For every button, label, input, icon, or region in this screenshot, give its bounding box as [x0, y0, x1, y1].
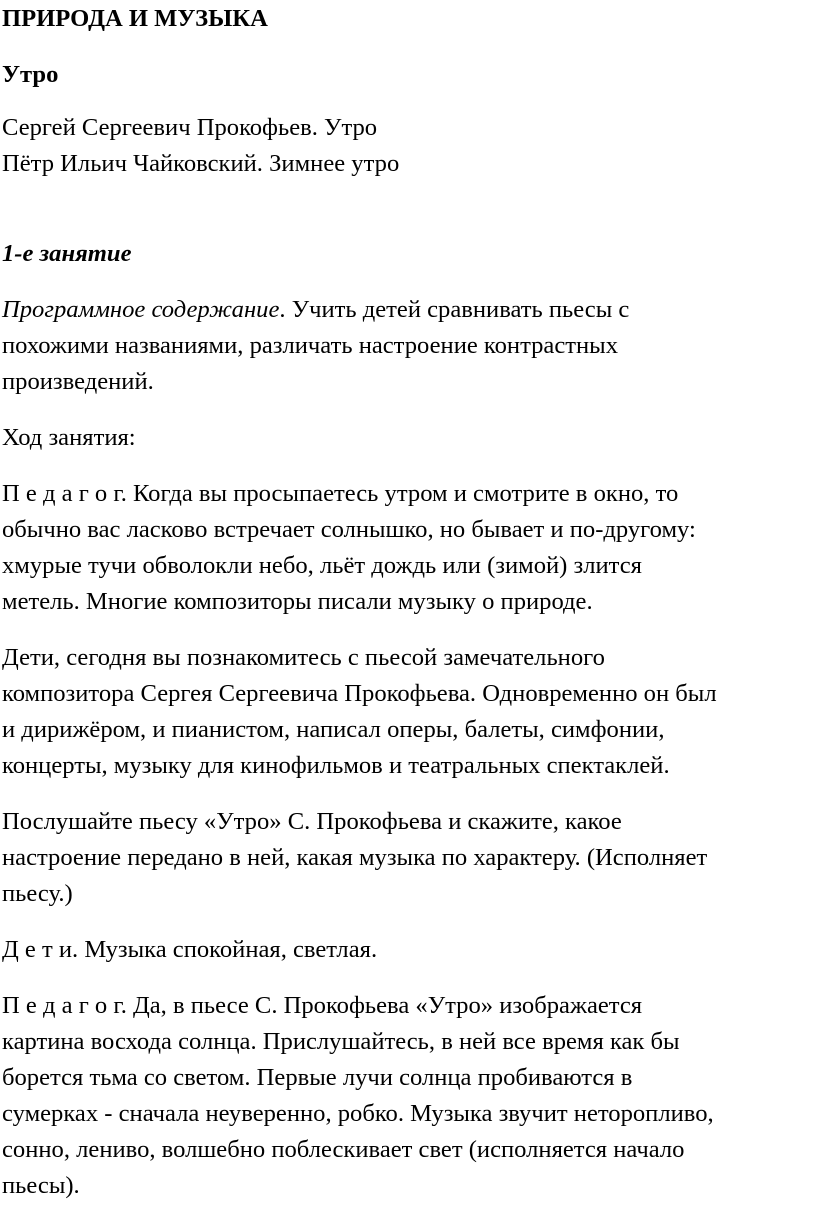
- paragraph-line: пьесу.): [2, 880, 73, 907]
- paragraph-line: пьесы).: [2, 1172, 80, 1199]
- paragraph-line: настроение передано в ней, какая музыка по характеру. (Исполняет: [2, 844, 708, 871]
- paragraph-line: композитора Сергея Сергеевича Прокофьева. Одновременно он был: [2, 680, 717, 707]
- work-item: Пётр Ильич Чайковский. Зимнее утро: [2, 150, 400, 177]
- document-title: ПРИРОДА И МУЗЫКА: [2, 5, 268, 32]
- paragraph-line: картина восхода солнца. Прислушайтесь, в ней все время как бы: [2, 1028, 680, 1055]
- speaker-label: Д е т и.: [2, 936, 79, 963]
- work-item: Сергей Сергеевич Прокофьев. Утро: [2, 114, 378, 141]
- paragraph-line: Дети, сегодня вы познакомитесь с пьесой замечательного: [2, 644, 605, 671]
- paragraph-line: [2, 988, 642, 1024]
- paragraph-text: Когда вы просыпаетесь утром и смотрите в окно, то: [126, 480, 679, 507]
- paragraph-line: и дирижёром, и пианистом, написал оперы, балеты, симфонии,: [2, 716, 665, 743]
- paragraph-line: борется тьма со светом. Первые лучи солнца пробиваются в: [2, 1064, 633, 1091]
- program-text: . Учить детей сравнивать пьесы с: [279, 296, 630, 323]
- paragraph-line: Послушайте пьесу «Утро» С. Прокофьева и скажите, какое: [2, 808, 622, 835]
- speaker-label: П е д а г о г.: [2, 992, 127, 1019]
- program-paragraph-line: произведений.: [2, 368, 154, 395]
- program-paragraph-line: [2, 292, 629, 328]
- program-label: Программное содержание: [2, 296, 280, 323]
- lesson-heading: 1-е занятие: [2, 240, 132, 267]
- course-label: Ход занятия:: [2, 424, 136, 451]
- paragraph-line: сумерках - сначала неуверенно, робко. Музыка звучит неторопливо,: [2, 1100, 714, 1127]
- paragraph-text: Да, в пьесе С. Прокофьева «Утро» изображается: [126, 992, 643, 1019]
- paragraph-line: метель. Многие композиторы писали музыку о природе.: [2, 588, 593, 615]
- paragraph-line: сонно, лениво, волшебно поблескивает свет (исполняется начало: [2, 1136, 685, 1163]
- program-paragraph-line: похожими названиями, различать настроение контрастных: [2, 332, 618, 359]
- paragraph-line: хмурые тучи обволокли небо, льёт дождь или (зимой) злится: [2, 552, 642, 579]
- paragraph-line: [2, 932, 377, 968]
- speaker-label: П е д а г о г.: [2, 480, 127, 507]
- paragraph-line: [2, 476, 678, 512]
- paragraph-text: Музыка спокойная, светлая.: [78, 936, 378, 963]
- paragraph-line: обычно вас ласково встречает солнышко, но бывает и по-другому:: [2, 516, 696, 543]
- section-subtitle: Утро: [2, 61, 59, 88]
- paragraph-line: концерты, музыку для кинофильмов и театральных спектаклей.: [2, 752, 670, 779]
